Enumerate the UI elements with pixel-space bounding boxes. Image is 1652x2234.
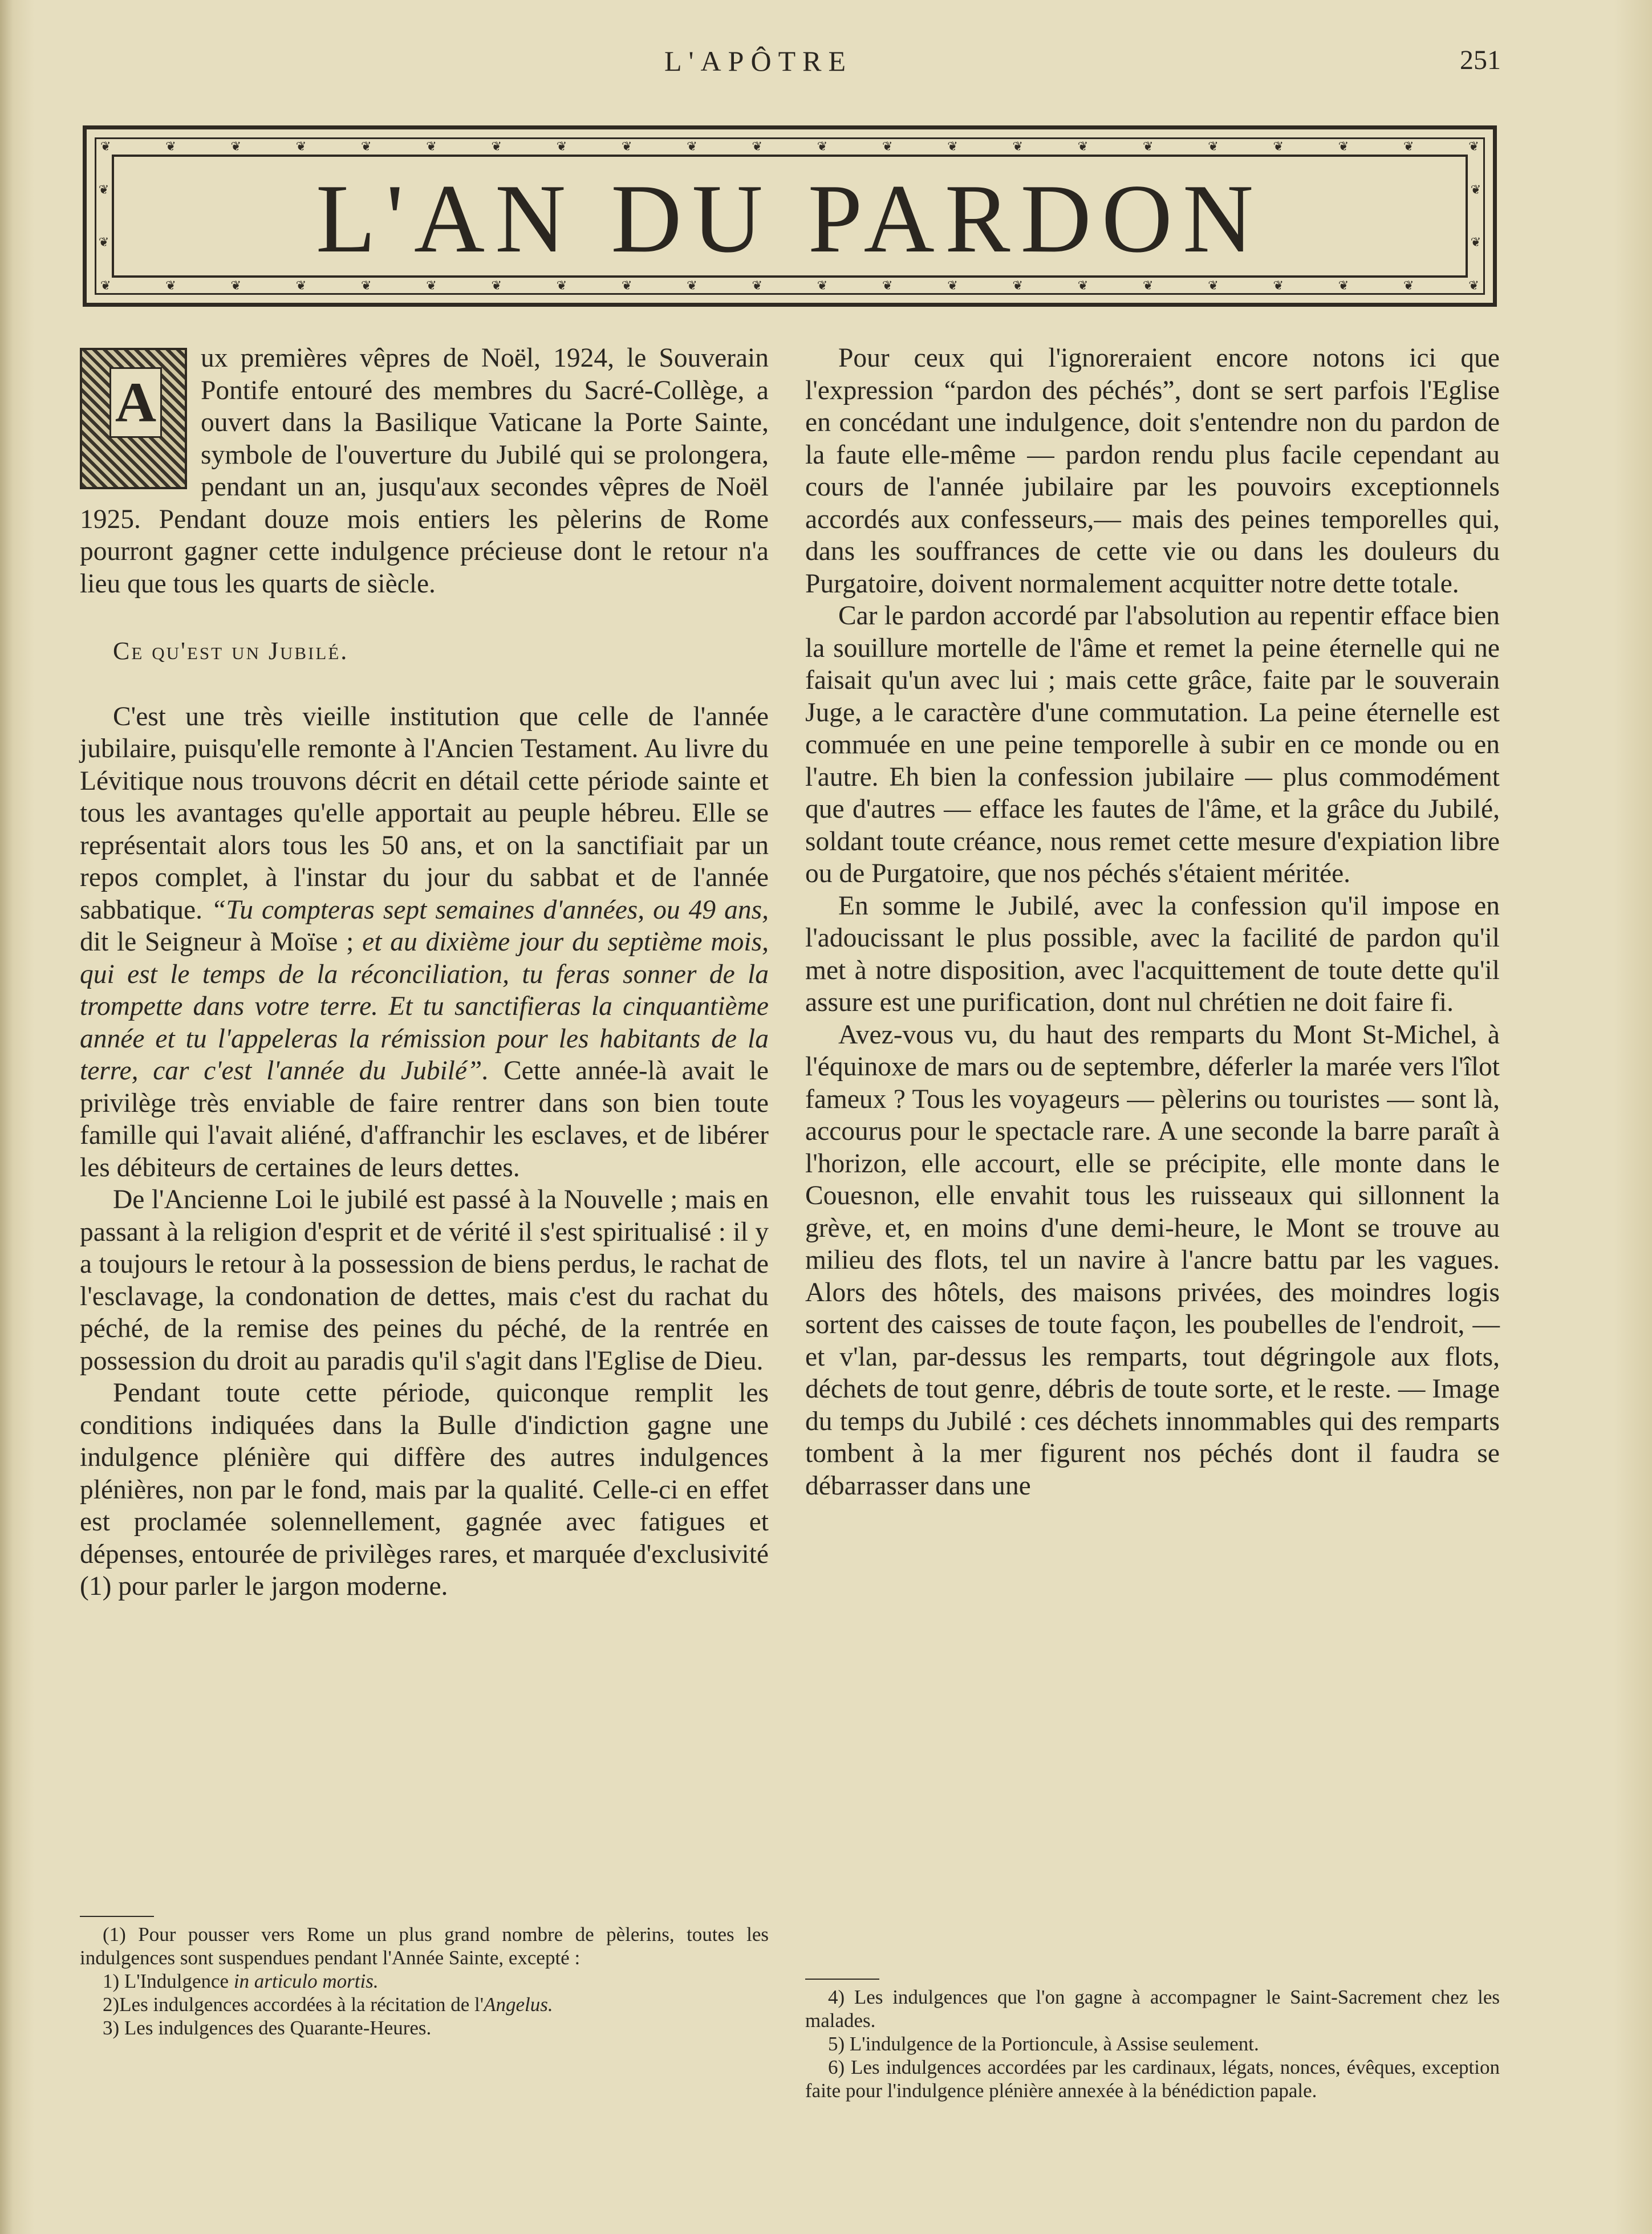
bow-ornament-icon: ❦ — [1338, 139, 1349, 153]
bow-ornament-icon: ❦ — [491, 278, 502, 293]
scripture-quote: et au dixième jour du septième mois, qui est le temps de la réconciliation, tu feras sonner de la trompette dans votre terre. Et tu sanctifieras la cinquantième année et tu l'appeleras la rémission pour les habitants de la terre, car c'est l'année du Jubilé”. — [80, 927, 769, 1086]
bow-ornament-icon: ❦ — [752, 278, 762, 293]
running-title: L'APÔTRE — [664, 45, 853, 77]
footnote-rule — [805, 1979, 879, 1980]
bow-ornament-icon: ❦ — [882, 278, 893, 293]
article-title: L'AN DU PARDON — [315, 165, 1264, 273]
paragraph-mont-st-michel: Avez-vous vu, du haut des remparts du Mont St-Michel, à l'équinoxe de mars ou de septembre, déferler la marée vers l'îlot fameux ? Tous les voyageurs — pèlerins ou touristes — sont là, accourus pour le spectacle rare. A une seconde la barre paraît à l'horizon, elle accourt, elle se précipite, elle monte dans le Couesnon, elle envahit tous les ruisseaux qui sillonnent la grève, et, en moins d'une demi-heure, le Mont se trouve au milieu des flots, tel un navire à l'ancre battu par les vagues. Alors des hôtels, des maisons privées, des moindres logis sortent des caisses de toute façon, les poubelles de l'endroit, — et v'lan, par-dessus les remparts, tout dégringole aux flots, déchets de tout genre, débris de toute sorte, et le reste. — Image du temps du Jubilé : ces déchets innommables qui des remparts tombent à la mer figurent nos péchés dont il faudra se débarrasser dans une — [805, 1019, 1500, 1501]
footnote-4: 4) Les indulgences que l'on gagne à accompagner le Saint-Sacrement chez les malades. — [805, 1986, 1500, 2032]
bow-ornament-icon: ❦ — [752, 139, 762, 153]
page-number: 251 — [1460, 45, 1501, 75]
bow-ornament-icon: ❦ — [1338, 278, 1349, 293]
bow-ornament-icon: ❦ — [1403, 139, 1414, 153]
bow-ornament-icon: ❦ — [1077, 139, 1089, 153]
bow-ornament-icon: ❦ — [622, 278, 632, 293]
bow-ornament-icon: ❦ — [491, 139, 502, 153]
bow-ornament-icon: ❦ — [165, 139, 176, 153]
bow-ornament-icon: ❦ — [295, 139, 307, 153]
paragraph-summary: En somme le Jubilé, avec la confession qu'il impose en l'adoucissant le plus possible, avec la facilité de pardon qu'il met à notre disposition, avec l'acquittement de toute dette qu'il assure est une purification, dont nul chrétien ne doit faire fi. — [805, 891, 1500, 1017]
frame-ornament-row-top — [100, 139, 1479, 154]
page-binding-edge — [0, 0, 13, 2234]
bow-ornament-icon: ❦ — [1143, 139, 1154, 153]
intro-paragraph — [80, 342, 769, 600]
frame-ornament-row-bottom — [100, 278, 1479, 293]
bow-ornament-icon: ❦ — [1470, 235, 1481, 249]
bow-ornament-icon: ❦ — [622, 139, 632, 153]
bow-ornament-icon: ❦ — [947, 278, 958, 293]
paragraph-text: dit le Seigneur à Moïse ; — [80, 927, 363, 957]
bow-ornament-icon: ❦ — [1468, 139, 1479, 153]
bow-ornament-icon: ❦ — [1012, 139, 1023, 153]
footnote-text: 1) L'Indulgence — [103, 1970, 234, 1992]
bow-ornament-icon: ❦ — [1273, 139, 1284, 153]
frame-ornament-col-right — [1468, 164, 1483, 269]
scripture-quote: “Tu compteras sept semaines d'années, ou 49 ans, — [211, 895, 769, 925]
bow-ornament-icon: ❦ — [556, 278, 567, 293]
bow-ornament-icon: ❦ — [1468, 278, 1479, 293]
footnote-1-item-3: 3) Les indulgences des Quarante-Heures. — [103, 2017, 432, 2039]
bow-ornament-icon: ❦ — [1208, 139, 1219, 153]
intro-text: ux premières vêpres de Noël, 1924, le Souverain Pontife entouré des membres du Sacré-Collège, a ouvert dans la Basilique Vaticane la Porte Sainte, symbole de l'ouverture du Jubilé qui se prolongera, pendant un an, jusqu'aux secondes vêpres de Noël 1925. Pendant douze mois entiers les pèlerins de Rome pourront gagner cette indulgence précieuse dont le retour n'a lieu que tous les quarts de siècle. — [80, 343, 769, 599]
bow-ornament-icon: ❦ — [556, 139, 567, 153]
bow-ornament-icon: ❦ — [98, 235, 109, 249]
bow-ornament-icon: ❦ — [230, 139, 241, 153]
footnote-italic: Angelus. — [484, 1993, 553, 2016]
bow-ornament-icon: ❦ — [165, 278, 176, 293]
bow-ornament-icon: ❦ — [100, 139, 111, 153]
paragraph-period: Pendant toute cette période, quiconque remplit les conditions indiquées dans la Bulle d'indiction gagne une indulgence plénière qui diffère des autres indulgences plénières, non par le fond, mais par la qualité. Celle-ci en effet est proclamée solennellement, gagnée avec fatigues et dépenses, entourée de privilèges rares, et marquée d'exclusivité (1) pour parler le jargon moderne. — [80, 1378, 769, 1601]
left-column — [80, 342, 769, 1603]
footnote-5: 5) L'indulgence de la Portioncule, à Assise seulement. — [828, 2033, 1259, 2055]
bow-ornament-icon: ❦ — [817, 278, 828, 293]
footnotes-left — [80, 1899, 769, 2040]
footnote-rule — [80, 1916, 154, 1917]
bow-ornament-icon: ❦ — [230, 278, 241, 293]
bow-ornament-icon: ❦ — [947, 139, 958, 153]
footnote-1-item-1 — [80, 1969, 769, 1993]
section-heading: Ce qu'est un Jubilé. — [113, 637, 349, 665]
paragraph-text: C'est une très vieille institution que celle de l'année jubilaire, puisqu'elle remonte à l'Ancien Testament. Au livre du Lévitique nous trouvons décrit en détail cette période sainte et tous les avantages qu'elle apportait au peuple hébreu. Elle se représentait alors tous les 50 ans, et on la sanctifiait par un repos complet, à l'instar du jour du sabbat et de l'année sabbatique. — [80, 701, 769, 925]
footnote-6: 6) Les indulgences accordées par les cardinaux, légats, nonces, évêques, exception faite pour l'indulgence plénière annexée à la bénédiction papale. — [805, 2056, 1500, 2102]
dropcap-letter: A — [109, 367, 162, 438]
bow-ornament-icon: ❦ — [100, 278, 111, 293]
bow-ornament-icon: ❦ — [1077, 278, 1089, 293]
bow-ornament-icon: ❦ — [1012, 278, 1023, 293]
paragraph-text: Cette année-là avait le privilège très enviable de faire rentrer dans son bien toute famille qui l'avait aliéné, d'affranchir les esclaves, et de libérer les débiteurs de certaines de leurs dettes. — [80, 1056, 769, 1183]
bow-ornament-icon: ❦ — [361, 278, 372, 293]
paragraph-absolution: Car le pardon accordé par l'absolution au repentir efface bien la souillure mortelle de l'âme et remet la peine éternelle qui ne faisait qu'un avec lui ; mais cette grâce, faite par le souverain Juge, a le caractère d'une commutation. La peine éternelle est commuée en une peine temporelle à subir en ce monde ou en l'autre. Eh bien la confession jubilaire — plus commodément que d'autres — efface les fautes de l'âme, et la grâce du Jubilé, soldant toute créance, nous remet cette mesure d'expiation libre ou de Purgatoire, que nos péchés s'étaient méritée. — [805, 601, 1500, 888]
footnote-1-item-2 — [80, 1993, 769, 2016]
bow-ornament-icon: ❦ — [1208, 278, 1219, 293]
footnotes-right — [805, 1961, 1500, 2102]
running-header — [0, 44, 1652, 79]
bow-ornament-icon: ❦ — [295, 278, 307, 293]
footnote-1: (1) Pour pousser vers Rome un plus grand nombre de pèlerins, toutes les indulgences sont suspendues pendant l'Année Sainte, excepté : — [80, 1923, 769, 1969]
paragraph-institution — [80, 701, 769, 1184]
bow-ornament-icon: ❦ — [361, 139, 372, 153]
bow-ornament-icon: ❦ — [1143, 278, 1154, 293]
footnote-text: 2)Les indulgences accordées à la récitation de l' — [103, 1993, 484, 2016]
bow-ornament-icon: ❦ — [98, 182, 109, 197]
footnote-italic: in articulo mortis. — [233, 1970, 379, 1992]
bow-ornament-icon: ❦ — [817, 139, 828, 153]
bow-ornament-icon: ❦ — [1470, 182, 1481, 197]
dropcap-ornament — [80, 348, 187, 489]
right-column — [805, 342, 1500, 1502]
bow-ornament-icon: ❦ — [426, 278, 437, 293]
bow-ornament-icon: ❦ — [1273, 278, 1284, 293]
paragraph-pardon: Pour ceux qui l'ignoreraient encore notons ici que l'expression “pardon des péchés”, dont se sert parfois l'Eglise en concédant une indulgence, doit s'entendre non du pardon de la faute elle-même — pardon rendu plus facile cependant au cours de l'année jubilaire par les pouvoirs exceptionnels accordés aux confesseurs,— mais des peines temporelles qui, dans les souffrances de cette vie ou dans les douleurs du Purgatoire, doivent normalement acquitter notre dette totale. — [805, 343, 1500, 599]
bow-ornament-icon: ❦ — [687, 278, 697, 293]
bow-ornament-icon: ❦ — [882, 139, 893, 153]
title-frame — [83, 125, 1497, 307]
bow-ornament-icon: ❦ — [687, 139, 697, 153]
paragraph-new-law: De l'Ancienne Loi le jubilé est passé à la Nouvelle ; mais en passant à la religion d'esprit et de vérité il s'est spiritualisé : il y a toujours le retour à la possession de biens perdus, le rachat de l'esclavage, la condonation de dettes, mais c'est du rachat du péché, de la remise des peines du péché, de la rentrée en possession du droit au paradis qu'il s'agit dans l'Eglise de Dieu. — [80, 1185, 769, 1376]
bow-ornament-icon: ❦ — [1403, 278, 1414, 293]
bow-ornament-icon: ❦ — [426, 139, 437, 153]
